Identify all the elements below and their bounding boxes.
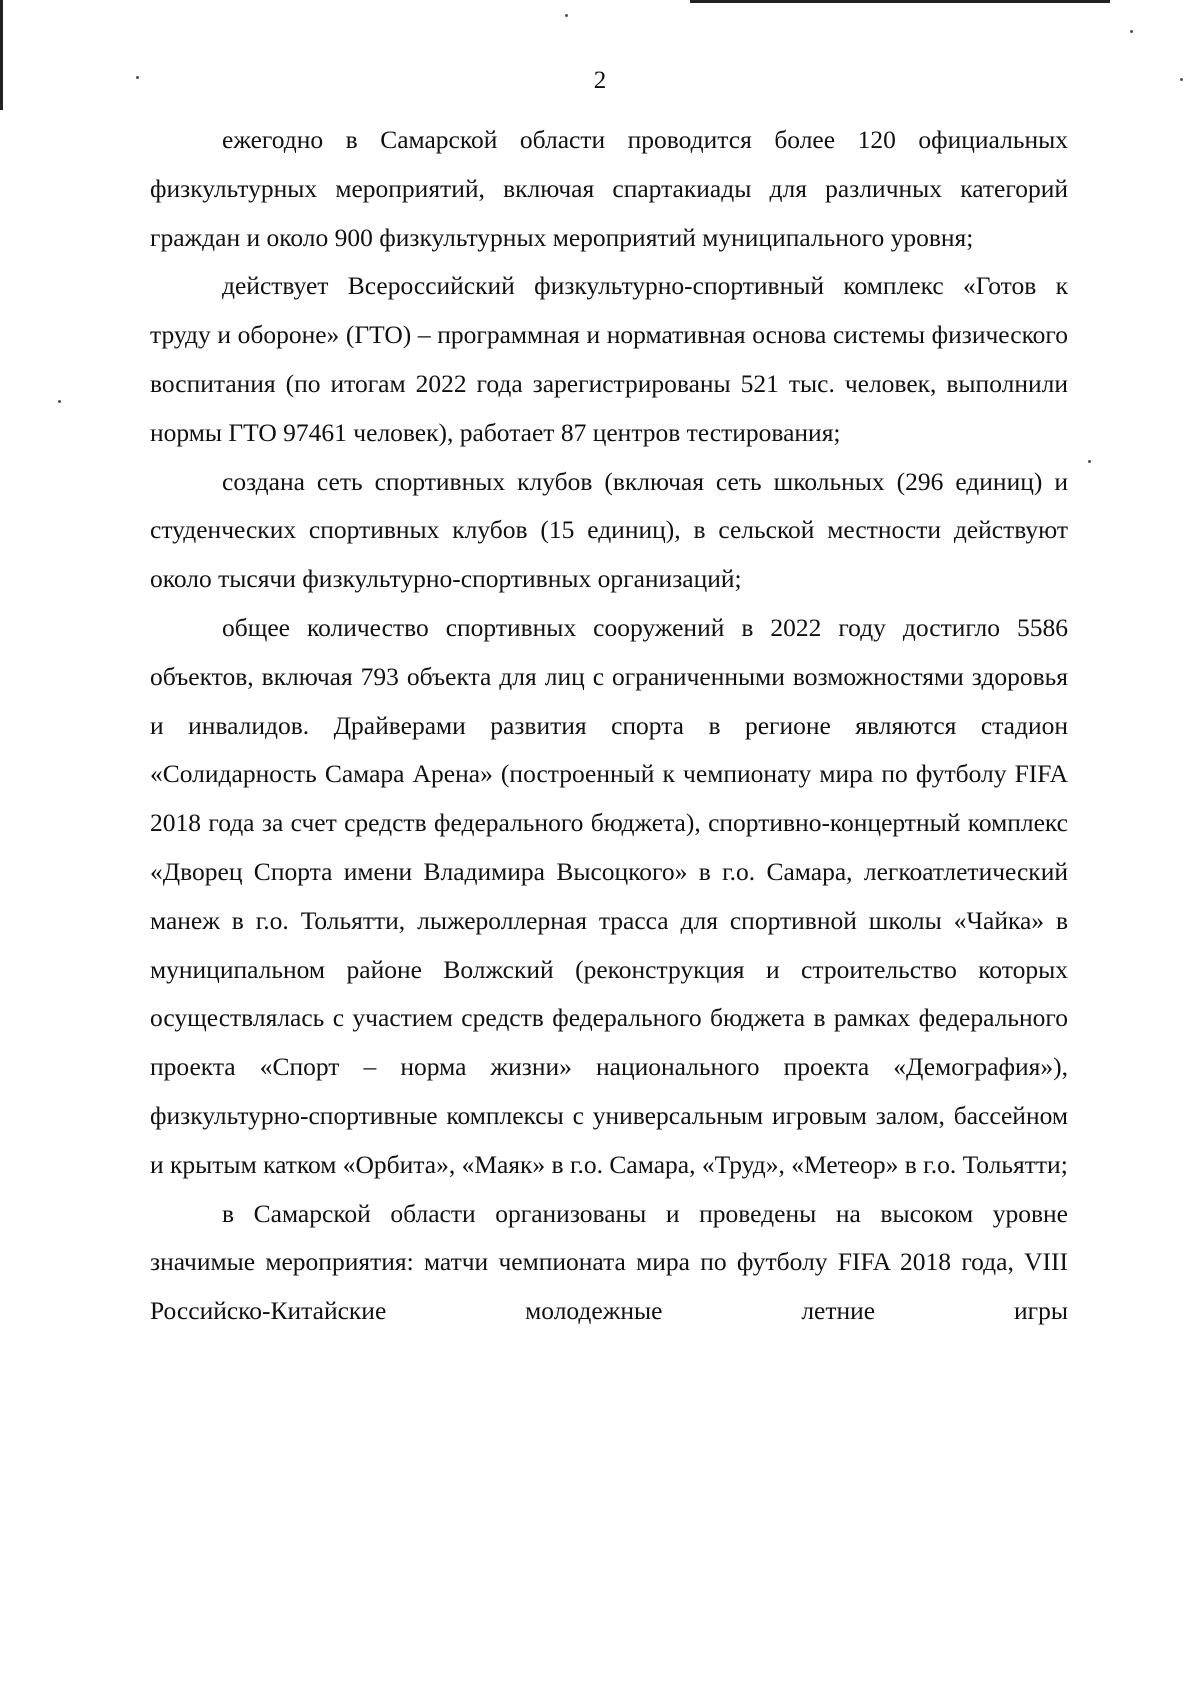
- paragraph-sports-clubs: создана сеть спортивных клубов (включая сеть школьных (296 единиц) и студенческих спортивных клубов (15 единиц), в сельской местности действуют около тысячи физкультурно-спортивных организаций;: [150, 466, 1068, 594]
- paragraph-gto-complex: действует Всероссийский физкультурно-спортивный комплекс «Готов к труду и обороне» (ГТО) – программная и нормативная основа системы физического воспитания (по итогам 2022 года зарегистрированы 521 тыс. человек, выполнили нормы ГТО 97461 человек), работает 87 центров тестирования;: [150, 271, 1068, 447]
- paragraph-major-events: в Самарской области организованы и проведены на высоком уровне значимые мероприятия: матчи чемпионата мира по футболу FIFA 2018 года, VIII Российско-Китайские молодежные летние игры: [150, 1198, 1068, 1326]
- scan-top-rule: [690, 0, 1110, 3]
- paragraph-sports-facilities: общее количество спортивных сооружений в 2022 году достигло 5586 объектов, включая 793 объекта для лиц с ограниченными возможностями здоровья и инвалидов. Драйверами развития спорта в регионе являются стадион «Солидарность Самара Арена» (построенный к чемпионату мира по футболу FIFA 2018 года за счет средств федерального бюджета), спортивно-концертный комплекс «Дворец Спорта имени Владимира Высоцкого» в г.о. Самара, легкоатлетический манеж в г.о. Тольятти, лыжероллерная трасса для спортивной школы «Чайка» в муниципальном районе Волжский (реконструкция и строительство которых осуществлялась с участием средств федерального бюджета в рамках федерального проекта «Спорт – норма жизни» национального проекта «Демография»), физкультурно-спортивные комплексы с универсальным игровым залом, бассейном и крытым катком «Орбита», «Маяк» в г.о. Самара, «Труд», «Метеор» в г.о. Тольятти;: [150, 612, 1068, 1179]
- scan-speck: [565, 14, 568, 17]
- scan-speck: [1088, 460, 1091, 463]
- scan-speck: [58, 400, 61, 403]
- scan-speck: [1130, 30, 1133, 33]
- paragraph-sports-events: ежегодно в Самарской области проводится более 120 официальных физкультурных мероприятий, включая спартакиады для различных категорий граждан и около 900 физкультурных мероприятий муниципального уровня;: [150, 125, 1068, 252]
- document-body: [150, 116, 1068, 1336]
- page-number: 2: [593, 67, 607, 94]
